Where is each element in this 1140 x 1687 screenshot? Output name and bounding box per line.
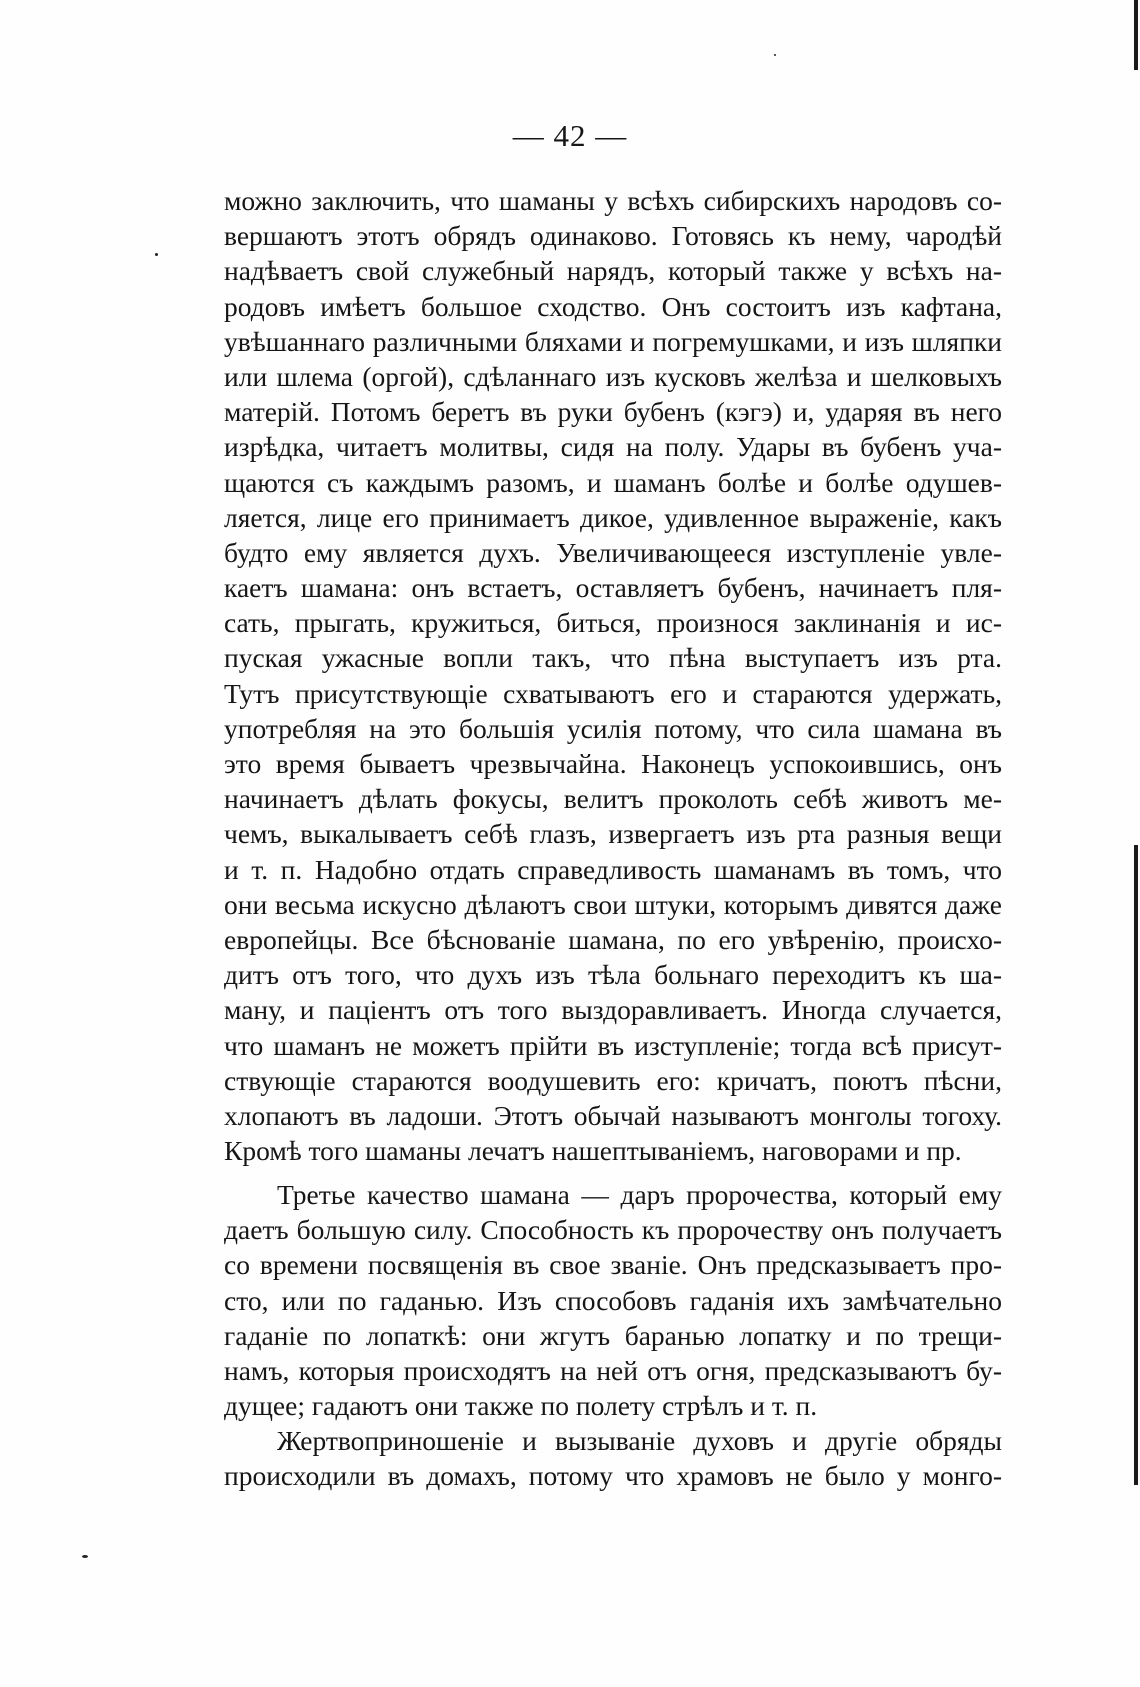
text-line: сто, или по гаданью. Изъ способовъ гаданія ихъ замѣчательно	[224, 1284, 1002, 1316]
paragraph-1	[224, 183, 1002, 1168]
text-line: гаданіе по лопаткѣ: они жгутъ баранью лопатку и по трещи-	[224, 1319, 1002, 1351]
paper-speck	[155, 253, 158, 256]
text-line: чемъ, выкалываетъ себѣ глазъ, извергаетъ изъ рта разныя вещи	[224, 818, 1002, 850]
text-line: будто ему является духъ. Увеличивающееся изступленіе увле-	[224, 536, 1002, 568]
text-line: Тутъ присутствующіе схватываютъ его и стараются удержать,	[224, 677, 1002, 709]
paragraph-2	[224, 1177, 1002, 1423]
text-line: ману, и паціентъ отъ того выздоравливаетъ. Иногда случается,	[224, 994, 1002, 1026]
text-line: щаются съ каждымъ разомъ, и шаманъ болѣе и болѣе одушев-	[224, 466, 1002, 498]
text-line: начинаетъ дѣлать фокусы, велитъ проколоть себѣ животъ ме-	[224, 783, 1002, 815]
binding-shadow-lower	[1134, 845, 1138, 1485]
text-line: дитъ отъ того, что духъ изъ тѣла больнаго переходитъ къ ша-	[224, 959, 1002, 991]
text-line: увѣшаннаго различными бляхами и погремушками, и изъ шляпки	[224, 325, 1002, 357]
text-line: это время бываетъ чрезвычайна. Наконецъ успокоившись, онъ	[224, 748, 1002, 779]
text-line: и т. п. Надобно отдать справедливость шаманамъ въ томъ, что	[224, 853, 1002, 885]
text-line: Жертвоприношеніе и вызываніе духовъ и другіе обряды	[277, 1425, 1002, 1456]
text-line: происходили въ домахъ, потому что храмовъ не было у монго-	[224, 1460, 1002, 1492]
text-line: употребляя на это большія усилія потому, что сила шамана въ	[224, 712, 1002, 744]
page-number: — 42 —	[512, 118, 628, 153]
text-line: что шаманъ не можетъ прійти въ изступленіе; тогда всѣ присут-	[224, 1029, 1002, 1061]
text-line: даетъ большую силу. Способность къ пророчеству онъ получаетъ	[224, 1214, 1002, 1246]
text-line: ляется, лице его принимаетъ дикое, удивленное выраженіе, какъ	[224, 501, 1002, 533]
text-line: изрѣдка, читаетъ молитвы, сидя на полу. Удары въ бубенъ уча-	[224, 431, 1002, 463]
text-line: они весьма искусно дѣлаютъ свои штуки, которымъ дивятся даже	[224, 888, 1002, 920]
text-line: сать, прыгать, кружиться, биться, произнося заклинанія и ис-	[224, 607, 1002, 639]
paper-speck	[774, 54, 776, 56]
text-line: Кромѣ того шаманы лечатъ нашептываніемъ, наговорами и пр.	[224, 1135, 962, 1167]
binding-edge	[1130, 0, 1140, 1687]
text-line: можно заключить, что шаманы у всѣхъ сибирскихъ народовъ со-	[224, 185, 1002, 216]
binding-shadow-top	[1134, 0, 1138, 70]
text-line: дущее; гадаютъ они также по полету стрѣлъ и т. п.	[224, 1390, 818, 1422]
text-line: Третье качество шамана — даръ пророчества, который ему	[277, 1179, 1002, 1210]
text-line: матерій. Потомъ беретъ въ руки бубенъ (кэгэ) и, ударяя въ него	[224, 396, 1002, 428]
text-line: каетъ шамана: онъ встаетъ, оставляетъ бубенъ, начинаетъ пля-	[224, 572, 1002, 604]
text-line: со времени посвященія въ свое званіе. Онъ предсказываетъ про-	[224, 1249, 1002, 1281]
text-line: хлопаютъ въ ладоши. Этотъ обычай называютъ монголы тогоху.	[224, 1099, 1002, 1131]
text-line: пуская ужасные вопли такъ, что пѣна выступаетъ изъ рта.	[224, 642, 1002, 674]
paragraph-3	[224, 1423, 1002, 1493]
text-line: ствующіе стараются воодушевить его: кричатъ, поютъ пѣсни,	[224, 1064, 1002, 1096]
text-line: родовъ имѣетъ большое сходство. Онъ состоитъ изъ кафтана,	[224, 290, 1002, 322]
text-line: или шлема (оргой), сдѣланнаго изъ кусковъ желѣза и шелковыхъ	[224, 360, 1002, 392]
text-line: вершаютъ этотъ обрядъ одинаково. Готовясь къ нему, чародѣй	[224, 220, 1002, 252]
text-line: европейцы. Все бѣснованіе шамана, по его увѣренію, происхо-	[224, 923, 1002, 955]
text-line: надѣваетъ свой служебный нарядъ, который также у всѣхъ на-	[224, 255, 1002, 287]
text-line: намъ, которыя происходятъ на ней отъ огня, предсказываютъ бу-	[224, 1354, 1002, 1386]
paper-speck	[82, 1555, 88, 1558]
